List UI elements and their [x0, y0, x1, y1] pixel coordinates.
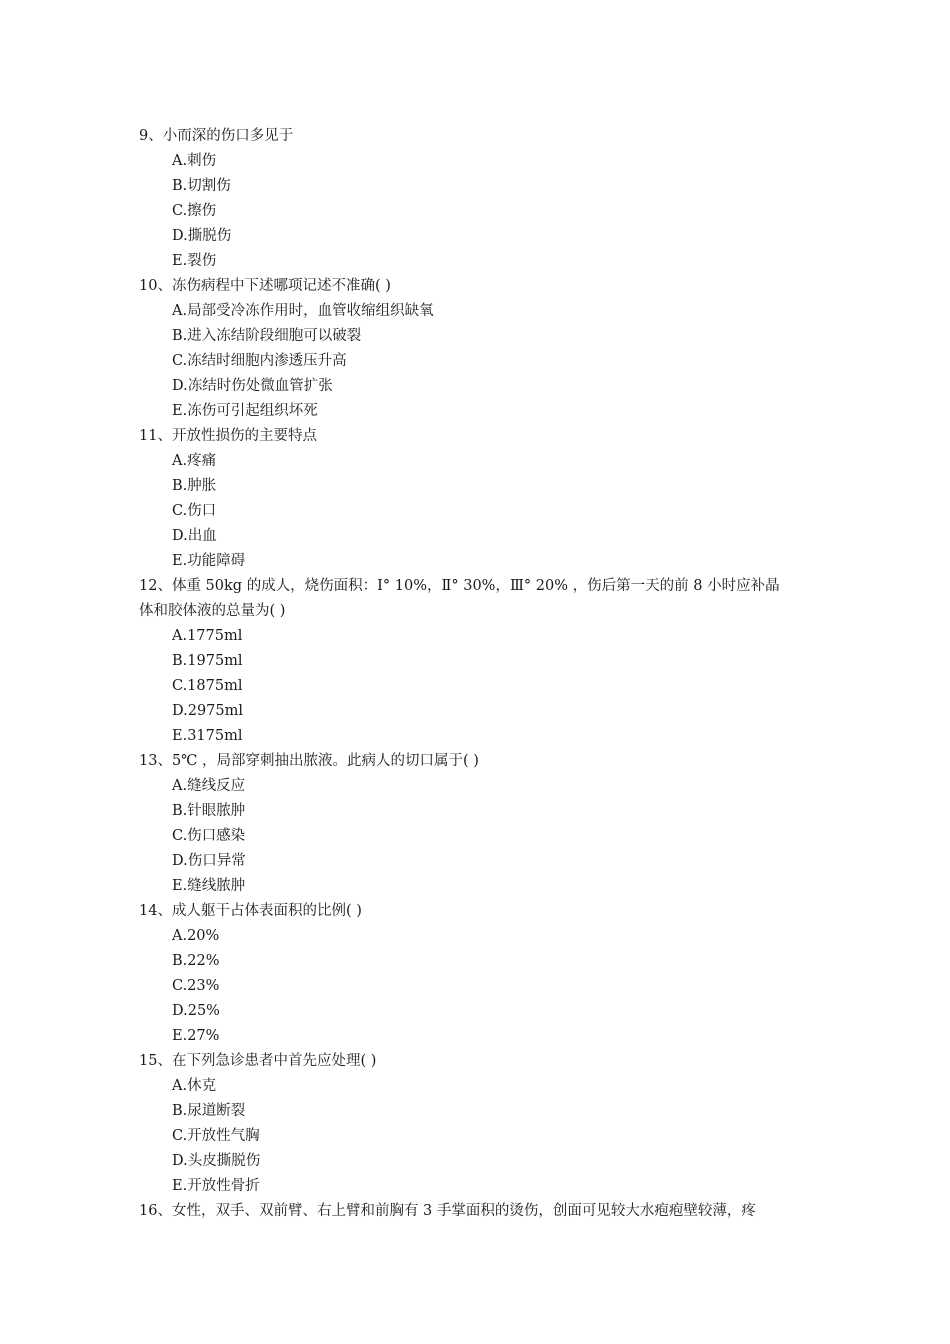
- answer-option: D.头皮撕脱伤: [172, 1153, 261, 1169]
- answer-option: B.针眼脓肿: [172, 803, 246, 819]
- answer-option: B.尿道断裂: [172, 1103, 246, 1119]
- question-text: 15、在下列急诊患者中首先应处理( ): [139, 1053, 377, 1069]
- answer-option: A.疼痛: [172, 453, 217, 469]
- answer-option: C.冻结时细胞内渗透压升高: [172, 353, 347, 369]
- question-block: [139, 274, 819, 424]
- question-text: 10、冻伤病程中下述哪项记述不准确( ): [139, 278, 391, 294]
- question-block: [139, 1049, 819, 1199]
- question-block: [139, 424, 819, 574]
- answer-option: B.22%: [172, 953, 220, 969]
- answer-option: C.开放性气胸: [172, 1128, 260, 1144]
- answer-option: C.23%: [172, 978, 220, 994]
- question-text: 体和胶体液的总量为( ): [139, 603, 286, 619]
- question-text: 16、女性，双手、双前臂、右上臂和前胸有 3 手掌面积的烫伤，创面可见较大水疱疱壁较薄，疼: [139, 1203, 756, 1219]
- question-block: [139, 899, 819, 1049]
- answer-option: A.休克: [172, 1078, 217, 1094]
- answer-option: D.25%: [172, 1003, 220, 1019]
- answer-option: C.擦伤: [172, 203, 217, 219]
- question-block: [139, 1199, 819, 1224]
- question-text: 11、开放性损伤的主要特点: [139, 428, 317, 444]
- answer-option: D.出血: [172, 528, 217, 544]
- answer-option: D.伤口异常: [172, 853, 246, 869]
- answer-option: A.刺伤: [172, 153, 217, 169]
- question-text: 14、成人躯干占体表面积的比例( ): [139, 903, 362, 919]
- answer-option: A.局部受冷冻作用时，血管收缩组织缺氧: [172, 303, 434, 319]
- question-block: [139, 124, 819, 274]
- answer-option: C.伤口: [172, 503, 217, 519]
- answer-option: C.1875ml: [172, 678, 243, 694]
- answer-option: B.1975ml: [172, 653, 243, 669]
- question-text: 13、5℃ ，局部穿刺抽出脓液。此病人的切口属于( ): [139, 753, 479, 769]
- question-list: [139, 124, 819, 1224]
- answer-option: E.3175ml: [172, 728, 243, 744]
- answer-option: B.进入冻结阶段细胞可以破裂: [172, 328, 362, 344]
- answer-option: E.冻伤可引起组织坏死: [172, 403, 318, 419]
- answer-option: B.肿胀: [172, 478, 217, 494]
- answer-option: D.2975ml: [172, 703, 244, 719]
- answer-option: E.缝线脓肿: [172, 878, 246, 894]
- answer-option: E.功能障碍: [172, 553, 246, 569]
- answer-option: E.开放性骨折: [172, 1178, 260, 1194]
- answer-option: A.1775ml: [172, 628, 243, 644]
- answer-option: D.撕脱伤: [172, 228, 232, 244]
- answer-option: D.冻结时伤处微血管扩张: [172, 378, 333, 394]
- question-text: 12、体重 50kg 的成人，烧伤面积：Ⅰ° 10%，Ⅱ° 30%，Ⅲ° 20% ，伤后第一天的前 8 小时应补晶: [139, 578, 780, 594]
- answer-option: E.裂伤: [172, 253, 217, 269]
- answer-option: B.切割伤: [172, 178, 231, 194]
- answer-option: C.伤口感染: [172, 828, 246, 844]
- question-block: [139, 749, 819, 899]
- answer-option: E.27%: [172, 1028, 220, 1044]
- question-block: [139, 574, 819, 749]
- answer-option: A.20%: [172, 928, 220, 944]
- question-text: 9、小而深的伤口多见于: [139, 128, 294, 144]
- answer-option: A.缝线反应: [172, 778, 246, 794]
